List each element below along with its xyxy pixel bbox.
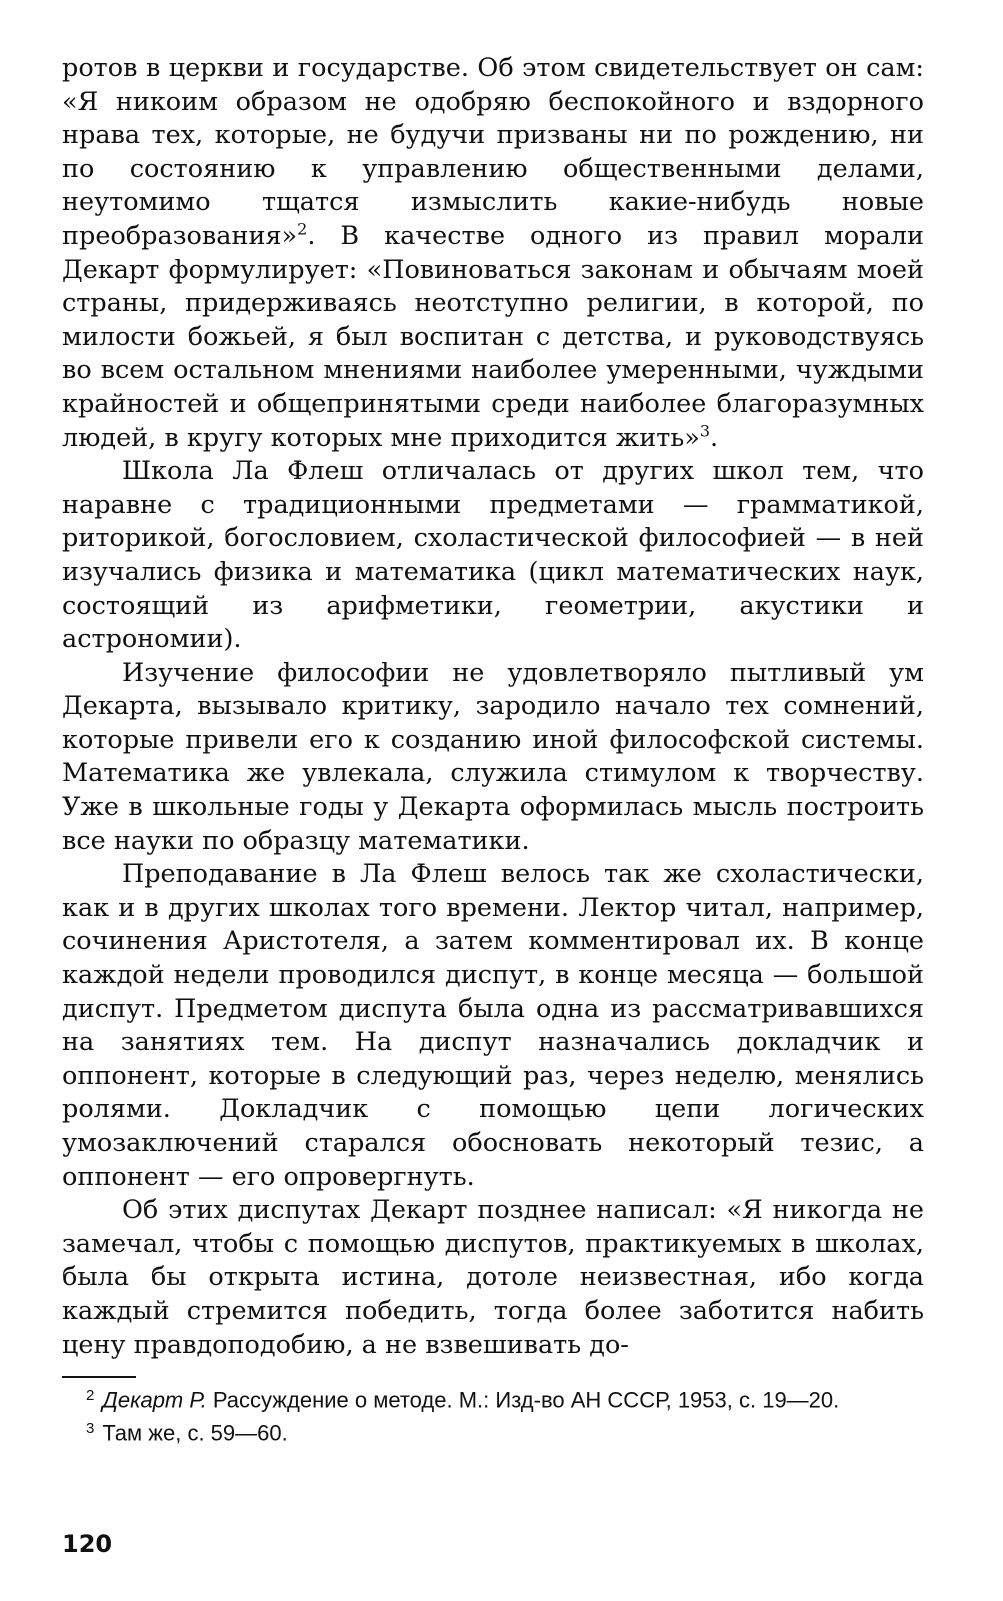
paragraph-1-text-end: . [710, 422, 719, 453]
footnote-ref-3[interactable]: 3 [699, 420, 711, 440]
paragraph-1 [62, 52, 924, 455]
footnote-2-number: 2 [86, 1387, 95, 1405]
paragraph-2: Школа Ла Флеш отличалась от других школ тем, что наравне с традиционными предметами — грамматикой, риторикой, богословием, схоластической философией — в ней изучались физика и математика (цикл математических наук, состоящий из арифметики, геометрии, акустики и астрономии). [62, 456, 924, 655]
page-number: 120 [62, 1530, 113, 1558]
page-body [62, 52, 924, 1447]
footnote-3-number: 3 [86, 1419, 95, 1437]
footnote-3-text: Там же, с. 59—60. [102, 1420, 288, 1446]
paragraph-5: Об этих диспутах Декарт позднее написал: «Я никогда не замечал, чтобы с помощью диспутов, практикуемых в школах, была бы открыта истина, дотоле неизвестная, ибо когда каждый стремится победить, тогда более заботится набить цену правдоподобию, а не взвешивать до- [62, 1195, 924, 1360]
paragraph-1-text-b: . В качестве одного из правил морали Декарт формулирует: «Повиноваться законам и обычаям моей страны, придерживаясь неотступно религии, в которой, по милости божьей, я был воспитан с детства, и руководствуясь во всем остальном мнениями наиболее умеренными, чуждыми крайностей и общепринятыми среди наиболее благоразумных людей, в кругу которых мне приходится жить» [62, 220, 924, 453]
footnote-divider [62, 1376, 136, 1378]
paragraph-3: Изучение философии не удовлетворяло пытливый ум Декарта, вызывало критику, зародило начало тех сомнений, которые привели его к созданию иной философской системы. Математика же увлекала, служила стимулом к творчеству. Уже в школьные годы у Декарта оформилась мысль построить все науки по образцу математики. [62, 657, 924, 856]
paragraph-4: Преподавание в Ла Флеш велось так же схоластически, как и в других школах того времени. Лектор читал, например, сочинения Аристотеля, а затем комментировал их. В конце каждой недели проводился диспут, в конце месяца — большой диспут. Предметом диспута была одна из рассматривавшихся на занятиях тем. На диспут назначались докладчик и оппонент, которые в следующий раз, через неделю, менялись ролями. Докладчик с помощью цепи логических умозаключений старался обосновать некоторый тезис, а оппонент — его опровергнуть. [62, 859, 924, 1192]
footnote-3 [78, 1415, 924, 1448]
footnote-ref-2[interactable]: 2 [297, 219, 308, 239]
paragraph-1-text-a: ротов в церкви и государстве. Об этом свидетельствует он сам: «Я никоим образом не одобряю беспокойного и вздорного нрава тех, которые, не будучи призваны ни по рождению, ни по состоянию к управлению общественными делами, неутомимо тщатся измыслить какие-нибудь новые преобразования» [62, 53, 924, 251]
footnote-2 [78, 1382, 924, 1415]
footnote-2-author: Декарт Р. [102, 1387, 207, 1413]
footnote-2-text: Рассуждение о методе. М.: Изд-во АН СССР, 1953, с. 19—20. [212, 1387, 840, 1413]
